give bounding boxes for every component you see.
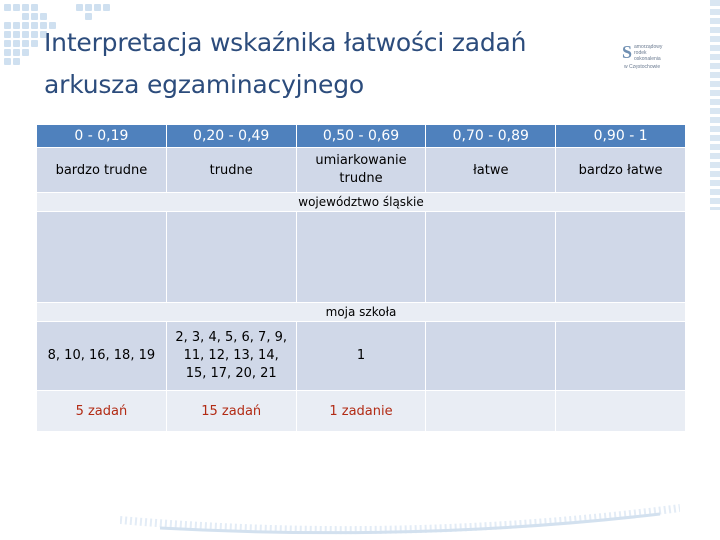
count-cell: 15 zadań [166,391,296,432]
region-data-row [37,212,686,303]
decorative-dot [85,4,92,11]
empty-cell [426,212,556,303]
count-cell: 5 zadań [37,391,167,432]
level-cell: trudne [166,148,296,193]
decorative-dot [22,22,29,29]
decorative-dot [40,13,47,20]
items-cell-text: 2, 3, 4, 5, 6, 7, 9, 11, 12, 13, 14, 15, 17, 20, 21 [175,330,287,381]
school-label: moja szkoła [37,303,686,322]
difficulty-table [36,124,686,432]
empty-cell [296,212,426,303]
decorative-dot [94,4,101,11]
count-cell: 1 zadanie [296,391,426,432]
decorative-dot [13,40,20,47]
decorative-dot [31,22,38,29]
level-cell [296,148,426,193]
decorative-dot [31,4,38,11]
school-label-row [37,303,686,322]
range-cell: 0 - 0,19 [37,125,167,148]
decorative-dot [31,13,38,20]
decorative-dot [22,40,29,47]
range-cell: 0,90 - 1 [556,125,686,148]
logo-line: rodek [634,50,647,56]
decorative-swoosh [120,500,680,540]
empty-cell [166,212,296,303]
decorative-dot [22,13,29,20]
items-cell [426,322,556,391]
decorative-dot [22,31,29,38]
range-cell: 0,50 - 0,69 [296,125,426,148]
range-cell: 0,20 - 0,49 [166,125,296,148]
count-cell [556,391,686,432]
decorative-dot [4,58,11,65]
empty-cell [37,212,167,303]
region-label: województwo śląskie [37,193,686,212]
region-label-row [37,193,686,212]
logo-line: w Częstochowie [624,64,661,70]
logo-line: oskonalenia [634,56,661,62]
decorative-dot [4,31,11,38]
decorative-dot [13,31,20,38]
decorative-dot [76,4,83,11]
decorative-dot [4,4,11,11]
logo-letter: S [622,42,633,62]
empty-cell [556,212,686,303]
logo-line: amorządowy [634,44,663,50]
level-cell: bardzo trudne [37,148,167,193]
items-cell: 1 [296,322,426,391]
count-cell [426,391,556,432]
slide-title-line-1: Interpretacja wskaźnika łatwości zadań [44,28,527,57]
items-cell [166,322,296,391]
range-header-row [37,125,686,148]
decorative-dot [13,22,20,29]
items-cell [556,322,686,391]
decorative-dot [31,31,38,38]
decorative-dot [13,58,20,65]
school-items-row [37,322,686,391]
decorative-strip [710,0,720,210]
decorative-dot [13,4,20,11]
institution-logo [622,38,694,70]
decorative-dot [103,4,110,11]
decorative-dot [13,49,20,56]
level-cell: łatwe [426,148,556,193]
level-cell-text: umiarkowanie trudne [315,153,407,186]
decorative-dot [22,49,29,56]
decorative-dot [4,40,11,47]
school-counts-row [37,391,686,432]
decorative-dot [85,13,92,20]
decorative-dot [4,22,11,29]
decorative-dot [22,4,29,11]
difficulty-level-row [37,148,686,193]
decorative-dot [4,49,11,56]
range-cell: 0,70 - 0,89 [426,125,556,148]
items-cell: 8, 10, 16, 18, 19 [37,322,167,391]
slide-title-line-2: arkusza egzaminacyjnego [44,70,364,99]
decorative-dot [31,40,38,47]
level-cell: bardzo łatwe [556,148,686,193]
